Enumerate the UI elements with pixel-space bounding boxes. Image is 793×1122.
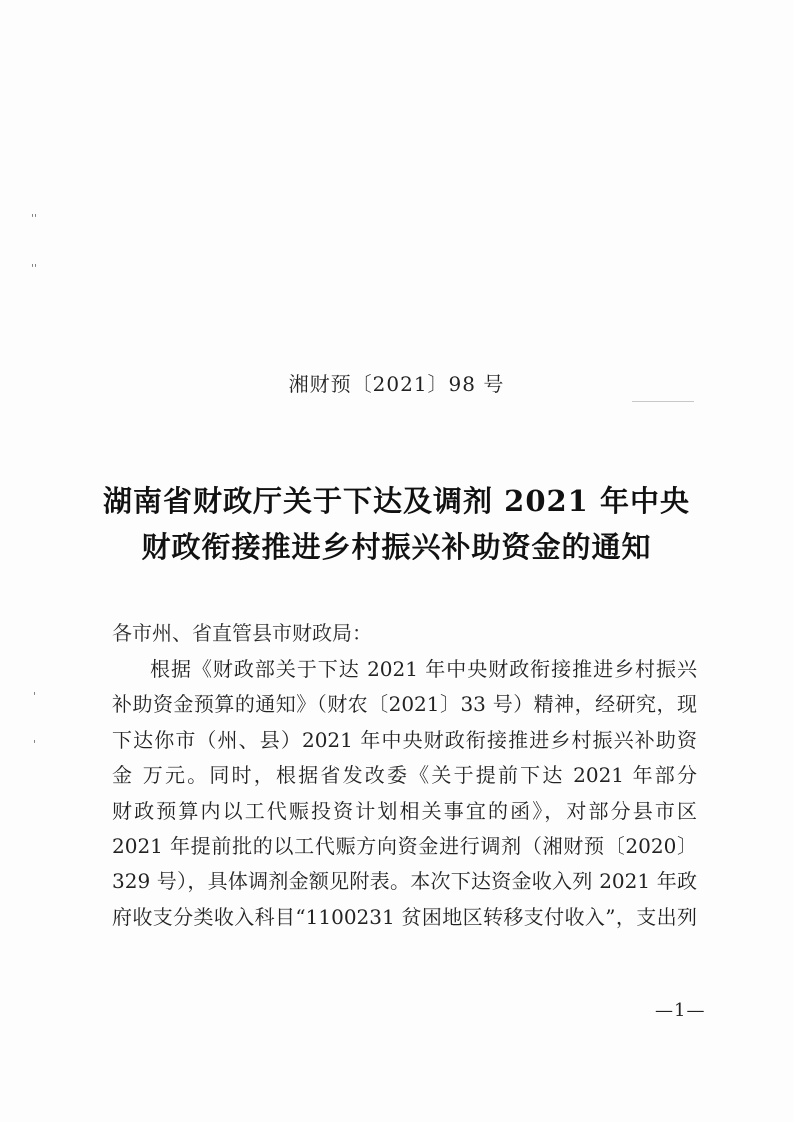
- scan-artifact-line: [632, 401, 694, 402]
- scan-artifact: ': [33, 738, 37, 751]
- scan-artifact: '': [31, 212, 38, 225]
- body-line-4: 金 万元。同时，根据省发改委《关于提前下达 2021 年部分: [112, 763, 697, 788]
- body-line-1: 根据《财政部关于下达 2021 年中央财政衔接推进乡村振兴: [150, 657, 697, 681]
- document-number: 湘财预〔2021〕98 号: [288, 372, 505, 396]
- scan-artifact: '': [31, 262, 38, 275]
- title-line-1: 湖南省财政厅关于下达及调剂 2021 年中央: [103, 484, 690, 518]
- scan-artifact: ': [33, 690, 37, 703]
- body-paragraph: [112, 652, 697, 935]
- body-line-7: 329 号），具体调剂金额见附表。本次下达资金收入列 2021 年政: [112, 869, 697, 894]
- page-number: —1—: [655, 1000, 706, 1021]
- body-line-2: 补助资金预算的通知》（财农〔2021〕33 号）精神，经研究，现: [112, 692, 697, 717]
- body-line-3: 下达你市（州、县）2021 年中央财政衔接推进乡村振兴补助资: [112, 727, 697, 752]
- body-line-8: 府收支分类收入科目“1100231 贫困地区转移支付收入”，支出列: [112, 904, 697, 929]
- title-line-2: 财政衔接推进乡村振兴补助资金的通知: [141, 530, 652, 564]
- document-title: [60, 478, 733, 570]
- salutation: 各市州、省直管县市财政局：: [112, 621, 372, 645]
- body-line-5: 财政预算内以工代赈投资计划相关事宜的函》，对部分县市区: [112, 798, 697, 823]
- body-line-6: 2021 年提前批的以工代赈方向资金进行调剂（湘财预〔2020〕: [112, 833, 697, 858]
